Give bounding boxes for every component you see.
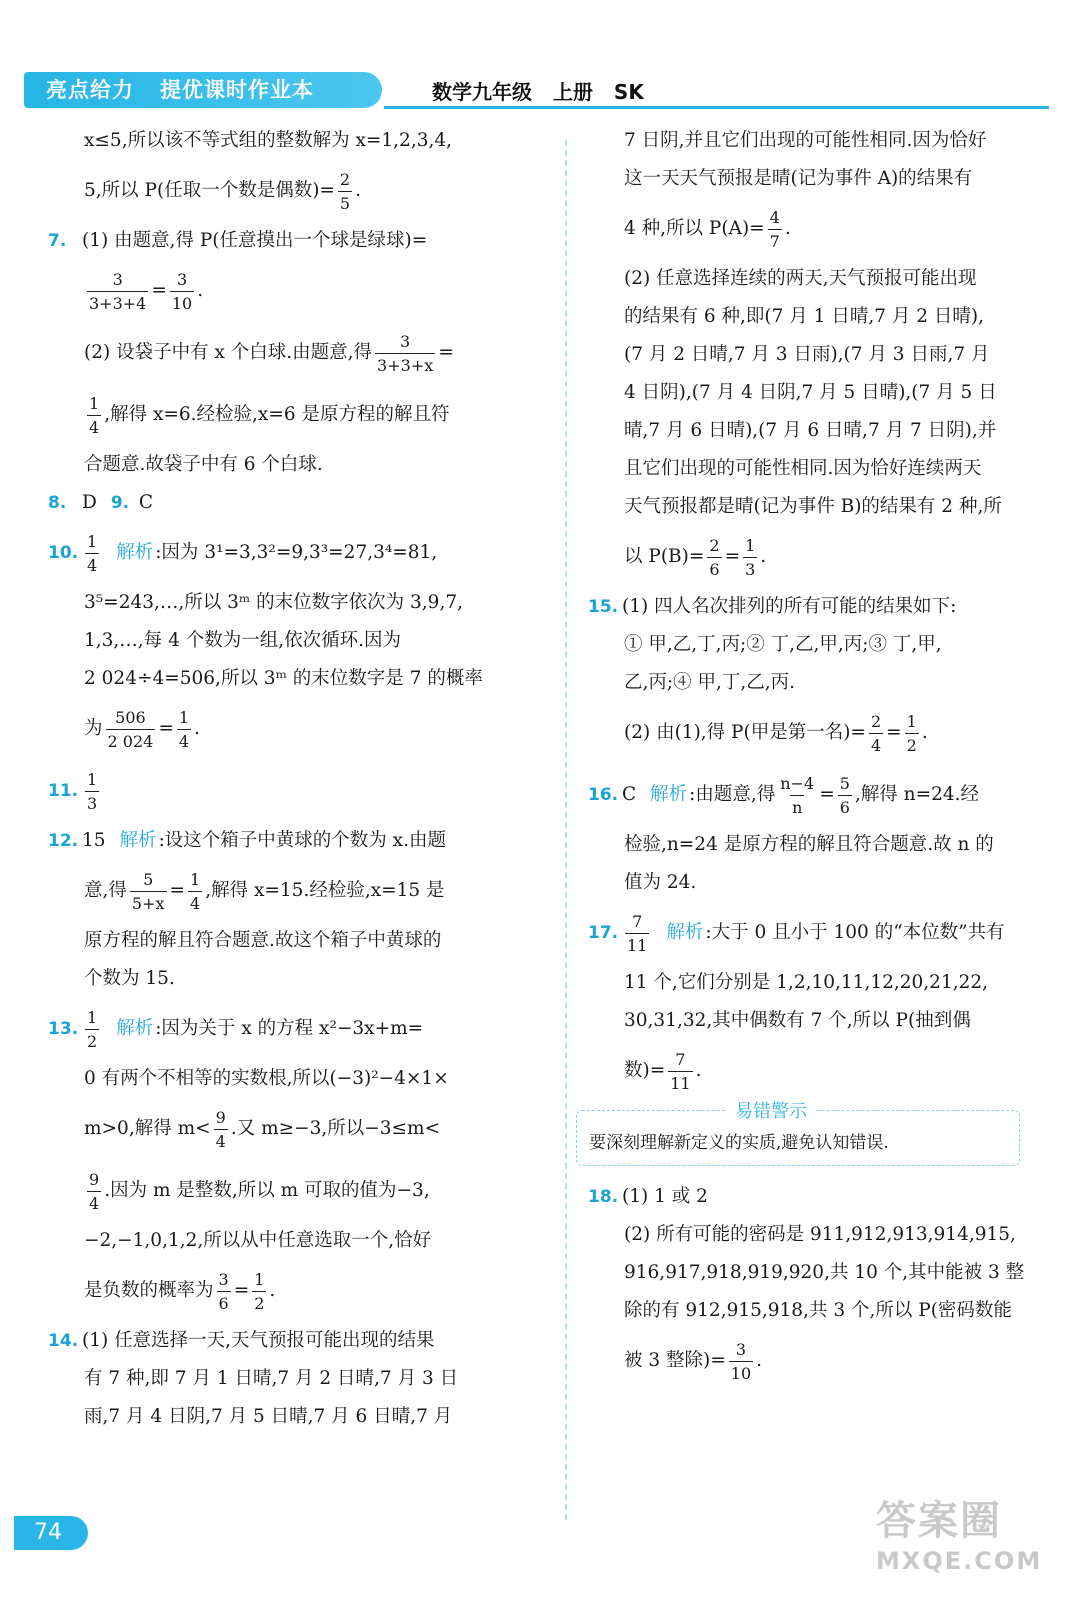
answer-line: 为 $\frac{506}{2 024}$ = $\frac{1}{4}$ . [84,707,200,751]
fraction: $\frac{5}{5+x}$ [131,869,165,913]
question-number: 13. [48,1019,79,1039]
answer-line: 数)= $\frac{7}{11}$ . [624,1049,702,1093]
book-title: 数学九年级 上册 SK [432,80,644,104]
answer-line: 值为 24. [624,872,697,893]
answer-line: 是负数的概率为 $\frac{3}{6}$ = $\frac{1}{2}$ . [84,1269,276,1313]
question-number: 16. [588,785,619,805]
answer-line: (2) 由(1),得 P(甲是第一名)= $\frac{2}{4}$ = $\frac{1}{2}$ . [624,711,928,755]
question-12: 12. 15 解析 :设这个箱子中黄球的个数为 x.由题 [48,822,538,860]
fraction: $\frac{3}{3+3+4}$ [89,269,147,313]
header-rule [384,106,1049,109]
answer-line: 4 日阴),(7 月 4 日阴,7 月 5 日晴),(7 月 5 日 [624,382,997,403]
fraction: $\frac{1}{4}$ [178,707,190,751]
answer-line: (2) 设袋子中有 x 个白球.由题意,得 $\frac{3}{3+3+x}$ = [84,331,454,375]
analysis-label: 解析 [116,542,154,563]
fraction: $\frac{4}{7}$ [769,207,780,251]
right-column [588,122,1046,1392]
fraction: $\frac{1}{3}$ [745,535,756,579]
answer-line: 30,31,32,其中偶数有 7 个,所以 P(抽到偶 [624,1010,971,1031]
question-13: 13. 1 2 解析 :因为关于 x 的方程 x²−3x+m= [48,1007,424,1051]
warning-title: 易错警示 [727,1097,815,1123]
answer-line: 天气预报都是晴(记为事件 B)的结果有 2 种,所 [624,496,1002,517]
answer-line: 这一天天气预报是晴(记为事件 A)的结果有 [624,168,973,189]
fraction: $\frac{2}{4}$ [870,711,882,755]
answer: D [82,492,97,513]
answer-line: 合题意.故袋子中有 6 个白球. [84,454,323,475]
answer-line: 且它们出现的可能性相同.因为恰好连续两天 [624,458,982,479]
brand-name: 亮点给力 [46,78,134,102]
warning-text: 要深刻理解新定义的实质,避免认知错误. [589,1133,889,1153]
question-number: 10. [48,543,79,563]
column-divider [565,140,567,1520]
answer-line: 1 4 ,解得 x=6.经检验,x=6 是原方程的解且符 [89,393,450,437]
analysis-label: 解析 [119,830,157,851]
question-10: 10. 1 4 解析 :因为 3¹=3,3²=9,3³=27,3⁴=81, [48,531,438,575]
fraction: $\frac{2}{6}$ [709,535,720,579]
answer-line: x≤5,所以该不等式组的整数解为 x=1,2,3,4, [84,130,453,151]
fraction: 1 2 [87,1007,98,1051]
fraction: $\frac{1}{4}$ [190,869,201,913]
fraction: 9 4 [215,1107,226,1151]
fraction: $\frac{n-4}{n}$ [780,773,815,817]
question-number: 17. [588,923,619,943]
answer-line: 雨,7 月 4 日阴,7 月 5 日晴,7 月 6 日晴,7 月 [84,1406,453,1427]
fraction: $\frac{1}{2}$ [254,1269,265,1313]
answer-line: 个数为 15. [84,968,175,989]
question-8-9 [48,484,538,522]
answer-line: 7 日阴,并且它们出现的可能性相同.因为恰好 [624,130,987,151]
answer-line: 916,917,918,919,920,共 10 个,其中能被 3 整 [624,1262,1025,1283]
fraction: 1 4 [89,393,100,437]
brand-series: 提优课时作业本 [160,78,314,102]
answer-line: 9 4 .因为 m 是整数,所以 m 可取的值为−3, [89,1169,430,1213]
answer-line: (7 月 2 日晴,7 月 3 日雨),(7 月 3 日雨,7 月 [624,344,990,365]
watermark-text: 答案圈 [876,1498,1002,1544]
answer: 15 [82,830,106,851]
question-7: 7. (1) 由题意,得 P(任意摸出一个球是绿球)= [48,222,538,260]
answer-line: 检验,n=24 是原方程的解且符合题意.故 n 的 [624,834,994,855]
brand-bar [24,72,382,108]
fraction: 1 3 [87,769,98,813]
answer-line: 2 024÷4=506,所以 3ᵐ 的末位数字是 7 的概率 [84,668,483,689]
answer-line: 被 3 整除)= $\frac{3}{10}$ . [624,1339,763,1383]
left-column [48,122,538,1436]
fraction: $\frac{3}{10}$ [171,269,193,313]
fraction: $\frac{3}{10}$ [730,1339,752,1383]
question-number: 7. [48,231,67,251]
answer-line: 1,3,…,每 4 个数为一组,依次循环.因为 [84,630,401,651]
fraction: $\frac{506}{2 024}$ [107,707,154,751]
fraction: 9 4 [89,1169,100,1213]
page-header [0,0,1070,118]
question-number: 9. [110,493,130,513]
answer-line: 晴,7 月 6 日晴),(7 月 6 日晴,7 月 7 日阴),并 [624,420,997,441]
answer-line: 5,所以 P(任取一个数是偶数)= $\frac{2}{5}$ . [84,169,361,213]
fraction: $\frac{7}{11}$ [670,1049,691,1093]
answer-line: 的结果有 6 种,即(7 月 1 日晴,7 月 2 日晴), [624,306,984,327]
fraction: 7 11 [627,911,648,955]
question-15: 15. (1) 四人名次排列的所有可能的结果如下: [588,588,1046,626]
answer-line: (2) 所有可能的密码是 911,912,913,914,915, [624,1224,1016,1245]
watermark-logo [876,1496,1056,1592]
page-number: 74 [14,1516,88,1550]
fraction: $\frac{1}{2}$ [906,711,917,755]
question-number: 18. [588,1187,619,1207]
answer-line: 11 个,它们分别是 1,2,10,11,12,20,21,22, [624,972,989,993]
answer-line: −2,−1,0,1,2,所以从中任意选取一个,恰好 [84,1230,432,1251]
answer-line: 乙,丙;④ 甲,丁,乙,丙. [624,672,796,693]
answer-line: 意,得 $\frac{5}{5+x}$ = $\frac{1}{4}$ ,解得 x=15.经检验,x=15 是 [84,869,445,913]
question-17: 17. 7 11 解析 :大于 0 且小于 100 的“本位数”共有 [588,911,1005,955]
answer: C [622,784,637,805]
answer-line: 以 P(B)= $\frac{2}{6}$ = $\frac{1}{3}$ . [624,535,767,579]
answer-line: 原方程的解且符合题意.故这个箱子中黄球的 [84,930,442,951]
question-11 [48,760,538,822]
error-warning-box [576,1101,1020,1166]
question-number: 8. [48,493,67,513]
fraction: $\frac{3}{6}$ [218,1269,229,1313]
watermark-url: MXQE.COM [876,1547,1043,1575]
fraction: $\frac{2}{5}$ [339,169,351,213]
answer-line: 3⁵=243,…,所以 3ᵐ 的末位数字依次为 3,9,7, [84,592,463,613]
question-number: 14. [48,1331,79,1351]
fraction: 1 4 [87,531,98,575]
question-16: 16. C 解析 :由题意,得 $\frac{n-4}{n}$ = $\frac{5}{6}$ ,解得 n=24.经 [588,773,979,817]
question-number: 12. [48,831,79,851]
analysis-label: 解析 [116,1018,154,1039]
answer-line: 4 种,所以 P(A)= $\frac{4}{7}$ . [624,207,791,251]
answer-line: (2) 任意选择连续的两天,天气预报可能出现 [624,268,977,289]
answer-line: $\frac{3}{3+3+4}$ = $\frac{3}{10}$ . [89,269,204,313]
fraction: $\frac{5}{6}$ [839,773,850,817]
answer-line: m>0,解得 m< 9 4 .又 m≥−3,所以−3≤m< [84,1107,441,1151]
analysis-label: 解析 [666,922,704,943]
analysis-label: 解析 [650,784,688,805]
answer: C [138,492,153,513]
question-14: 14. (1) 任意选择一天,天气预报可能出现的结果 [48,1322,538,1360]
question-18: 18. (1) 1 或 2 [588,1178,1046,1216]
question-number: 15. [588,597,619,617]
answer-line: 有 7 种,即 7 月 1 日晴,7 月 2 日晴,7 月 3 日 [84,1368,459,1389]
question-number: 11. [48,781,79,801]
fraction: $\frac{3}{3+3+x}$ [377,331,434,375]
answer-line: 0 有两个不相等的实数根,所以(−3)²−4×1× [84,1068,449,1089]
answer-line: 除的有 912,915,918,共 3 个,所以 P(密码数能 [624,1300,1012,1321]
answer-line: ① 甲,乙,丁,丙;② 丁,乙,甲,丙;③ 丁,甲, [624,634,942,655]
